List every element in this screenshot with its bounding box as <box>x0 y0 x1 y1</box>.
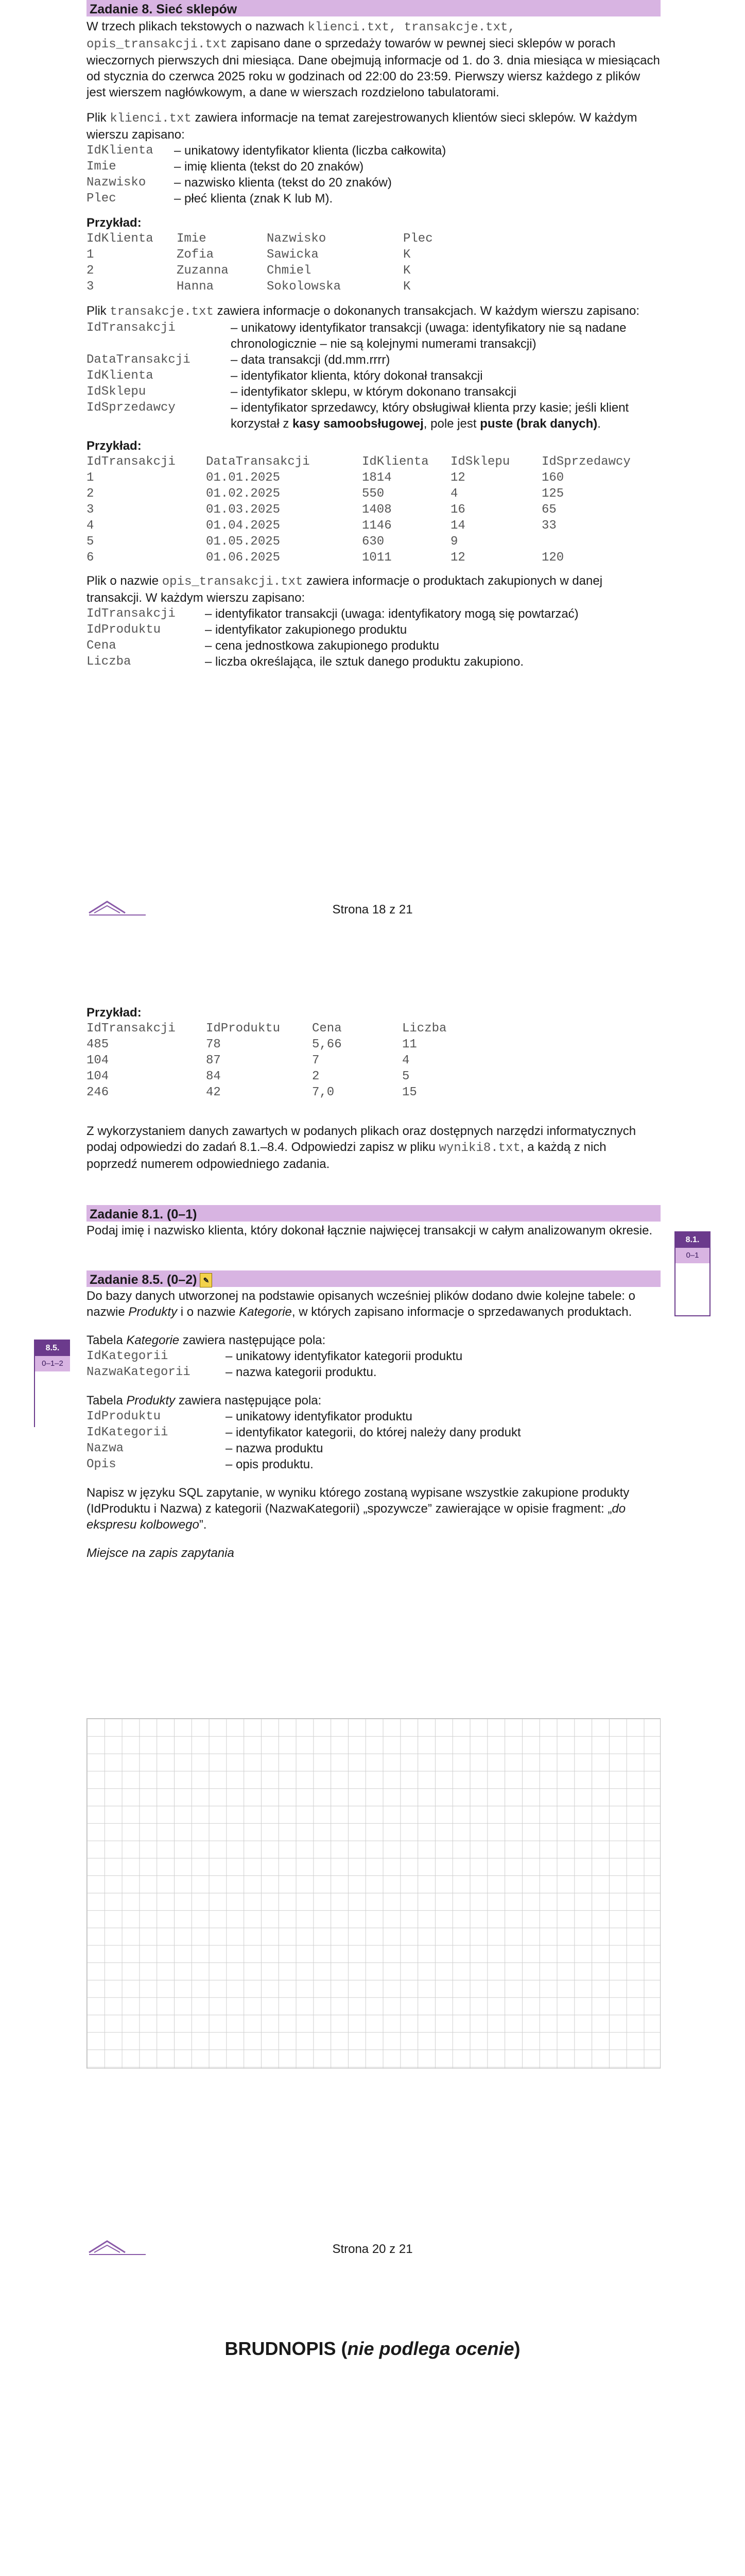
field-name: Nazwisko <box>86 176 146 190</box>
table-cell <box>542 534 660 550</box>
table-cell: IdProduktu <box>206 1022 281 1036</box>
example-label: Przykład: <box>86 216 142 230</box>
table-cell: 87 <box>206 1054 221 1067</box>
table-cell: 16 <box>451 503 465 517</box>
transakcje-fields <box>86 320 661 400</box>
field-desc: – liczba określająca, ile sztuk danego produktu zakupiono. <box>205 655 524 669</box>
table-cell: IdTransakcji <box>86 455 176 469</box>
table-cell: 12 <box>451 551 465 565</box>
page-18 <box>86 0 661 670</box>
table-cell: 12 <box>451 471 465 485</box>
field-desc: – unikatowy identyfikator klienta (liczba całkowita) <box>174 144 446 158</box>
table-row <box>86 470 660 486</box>
klienci-fields <box>86 143 661 207</box>
klienci-example-table <box>86 231 465 295</box>
table-cell: K <box>403 248 411 262</box>
table-cell: 3 <box>86 280 94 294</box>
kategorie-desc: Tabela Kategorie zawiera następujące pola: <box>86 1333 326 1347</box>
table-cell: DataTransakcji <box>206 455 310 469</box>
table-cell: 5 <box>402 1070 410 1083</box>
table-cell: Zofia <box>177 248 214 262</box>
table-cell: K <box>403 264 411 278</box>
table-cell: 78 <box>206 1038 221 1052</box>
field-desc: – płeć klienta (znak K lub M). <box>174 192 333 206</box>
field-name: IdKategorii <box>86 1426 168 1439</box>
field-desc: – imię klienta (tekst do 20 znaków) <box>174 160 364 174</box>
table-cell: 15 <box>402 1086 417 1099</box>
klienci-desc: Plik klienci.txt zawiera informacje na temat zarejestrowanych klientów sieci sklepów. W każdym wierszu zapisano: <box>86 111 637 142</box>
field-name: IdTransakcji <box>86 607 176 621</box>
table-cell: 5,66 <box>312 1038 342 1052</box>
table-cell: 5 <box>86 535 94 549</box>
table-cell: IdKlienta <box>86 232 153 246</box>
table-row <box>86 247 465 263</box>
table-cell: 4 <box>86 519 94 533</box>
table-cell: 9 <box>451 535 458 549</box>
field-def <box>86 352 661 368</box>
table-cell: 104 <box>86 1054 109 1067</box>
table-cell: 104 <box>86 1070 109 1083</box>
field-def <box>86 606 661 622</box>
field-desc: – identyfikator zakupionego produktu <box>205 623 407 637</box>
table-cell: IdSklepu <box>451 455 510 469</box>
table-cell: 550 <box>362 487 385 501</box>
table-cell: 01.06.2025 <box>206 551 281 565</box>
field-name: IdProduktu <box>86 1410 161 1423</box>
page-20 <box>86 1005 661 1561</box>
table-cell: 42 <box>206 1086 221 1099</box>
produkty-fields <box>86 1409 661 1472</box>
field-name: IdKlienta <box>86 144 153 158</box>
table-cell: 1011 <box>362 551 392 565</box>
table-cell: 33 <box>542 519 557 533</box>
field-def <box>86 1364 661 1380</box>
field-name: Plec <box>86 192 116 206</box>
table-row <box>86 1069 479 1084</box>
table-cell: 125 <box>542 487 564 501</box>
field-desc: – identyfikator sklepu, w którym dokonano transakcji <box>231 385 516 399</box>
table-row <box>86 454 660 470</box>
table-cell: 1408 <box>362 503 392 517</box>
table-row <box>86 534 660 550</box>
example-label-3: Przykład: <box>86 1006 142 1020</box>
table-cell: 485 <box>86 1038 109 1052</box>
table-cell: 4 <box>451 487 458 501</box>
table-cell: 1814 <box>362 471 392 485</box>
table-cell: 2 <box>86 264 94 278</box>
table-cell: 01.04.2025 <box>206 519 281 533</box>
field-def <box>86 1456 661 1472</box>
field-name: Liczba <box>86 655 131 669</box>
field-desc: – nazwa produktu <box>226 1442 323 1455</box>
table-cell: IdTransakcji <box>86 1022 176 1036</box>
field-name: Cena <box>86 639 116 653</box>
field-def <box>86 320 661 352</box>
table-cell: 14 <box>451 519 465 533</box>
pencil-icon: ✎ <box>200 1273 212 1287</box>
table-row <box>86 486 660 502</box>
field-name: Nazwa <box>86 1442 124 1455</box>
field-name: IdTransakcji <box>86 321 176 335</box>
field-name: NazwaKategorii <box>86 1365 190 1379</box>
table-row <box>86 502 660 518</box>
answer-label: Miejsce na zapis zapytania <box>86 1546 234 1560</box>
field-def <box>86 1440 661 1456</box>
table-cell: 160 <box>542 471 564 485</box>
table-cell: Hanna <box>177 280 214 294</box>
table-cell: 1 <box>86 248 94 262</box>
table-cell: 1 <box>86 471 94 485</box>
table-row <box>86 263 465 279</box>
opis-desc: Plik o nazwie opis_transakcji.txt zawiera informacje o produktach zakupionych w danej transakcji. W każdym wierszu zapisano: <box>86 574 603 605</box>
table-cell: Sokolowska <box>267 280 341 294</box>
field-desc: – cena jednostkowa zakupionego produktu <box>205 639 439 653</box>
field-desc: – data transakcji (dd.mm.rrrr) <box>231 353 390 367</box>
opis-fields <box>86 606 661 670</box>
field-def <box>86 175 661 191</box>
field-name: IdKlienta <box>86 369 153 383</box>
field-desc: – opis produktu. <box>226 1458 314 1471</box>
table-cell: 4 <box>402 1054 410 1067</box>
table-cell: 2 <box>312 1070 320 1083</box>
field-desc: – unikatowy identyfikator produktu <box>226 1410 412 1423</box>
table-cell: 120 <box>542 551 564 565</box>
page-20-footer: Strona 20 z 21 <box>332 2242 413 2256</box>
example-label-2: Przykład: <box>86 439 142 453</box>
field-name: Opis <box>86 1458 116 1471</box>
table-cell: Sawicka <box>267 248 319 262</box>
table-cell: 11 <box>402 1038 417 1052</box>
table-cell: Chmiel <box>267 264 311 278</box>
table-cell: 630 <box>362 535 385 549</box>
table-cell: 65 <box>542 503 557 517</box>
field-def <box>86 191 661 207</box>
field-desc: – unikatowy identyfikator transakcji (uwaga: identyfikatory nie są nadane chronologicznie – nie są kolejnymi numerami transakcji) <box>231 321 627 351</box>
table-row <box>86 1037 479 1053</box>
field-def <box>86 654 661 670</box>
table-cell: 01.05.2025 <box>206 535 281 549</box>
field-desc: – nazwa kategorii produktu. <box>226 1365 377 1379</box>
task-8-5-header: Zadanie 8.5. (0–2) ✎ <box>86 1270 661 1287</box>
table-row <box>86 550 660 566</box>
table-cell: Imie <box>177 232 206 246</box>
field-def <box>86 159 661 175</box>
table-cell: 01.02.2025 <box>206 487 281 501</box>
brudnopis-title: BRUDNOPIS (nie podlega ocenie) <box>224 2338 521 2359</box>
table-cell: 1146 <box>362 519 392 533</box>
transakcje-desc: Plik transakcje.txt zawiera informacje o dokonanych transakcjach. W każdym wierszu zapisano: <box>86 304 640 319</box>
field-def <box>86 1425 661 1440</box>
field-def <box>86 143 661 159</box>
field-def <box>86 622 661 638</box>
table-cell: Plec <box>403 232 433 246</box>
field-desc: – nazwisko klienta (tekst do 20 znaków) <box>174 176 392 190</box>
field-desc: – identyfikator klienta, który dokonał transakcji <box>231 369 483 383</box>
table-row <box>86 279 465 295</box>
field-def <box>86 384 661 400</box>
table-cell: 01.03.2025 <box>206 503 281 517</box>
task-8-intro: W trzech plikach tekstowych o nazwach klienci.txt, transakcje.txt, opis_transakcji.txt zapisano dane o sprzedaży towarów w pewnej sieci sklepów w porach wieczornych pierwszych dni miesiąca. Dane obejmują informacje od 1. do 3. dnia miesiąca w miesiącach od stycznia do czerwca 2025 roku w godzinach od 22:00 do 23:59. Pierwszy wiersz każdego z plików jest wierszem nagłówkowym, a dane w wierszach rozdzielono tabulatorami. <box>86 20 660 99</box>
kategorie-fields <box>86 1348 661 1380</box>
field-def <box>86 1409 661 1425</box>
answer-grid[interactable] <box>86 1718 661 2069</box>
transakcje-example-table <box>86 454 660 566</box>
table-cell: 246 <box>86 1086 109 1099</box>
table-row <box>86 1053 479 1069</box>
table-cell: Zuzanna <box>177 264 229 278</box>
table-cell: 7 <box>312 1054 320 1067</box>
table-row <box>86 231 465 247</box>
table-cell: 2 <box>86 487 94 501</box>
table-cell: 7,0 <box>312 1086 335 1099</box>
field-name: Imie <box>86 160 116 174</box>
table-cell: IdKlienta <box>362 455 429 469</box>
field-desc: – identyfikator transakcji (uwaga: identyfikatory mogą się powtarzać) <box>205 607 579 621</box>
task-8-header: Zadanie 8. Sieć sklepów <box>86 0 661 16</box>
table-cell: Liczba <box>402 1022 447 1036</box>
field-name: IdProduktu <box>86 623 161 637</box>
field-desc: – unikatowy identyfikator kategorii produktu <box>226 1349 463 1363</box>
field-idsprzedawcy: IdSprzedawcy – identyfikator sprzedawcy, który obsługiwał klienta przy kasie; jeśli klient korzystał z kasy samoobsługowej, pole jest puste (brak danych). <box>86 401 629 431</box>
field-def <box>86 1348 661 1364</box>
task-8-5-intro: Do bazy danych utworzonej na podstawie opisanych wcześniej plików dodano dwie kolejne tabele: o nazwie Produkty i o nazwie Kategorie, w których zapisano informacje o sprzedawanych produktach. <box>86 1289 635 1319</box>
field-name: DataTransakcji <box>86 353 190 367</box>
field-desc: – identyfikator kategorii, do której należy dany produkt <box>226 1426 521 1439</box>
instructions: Z wykorzystaniem danych zawartych w podanych plikach oraz dostępnych narzędzi informatycznych podaj odpowiedzi do zadań 8.1.–8.4. Odpowiedzi zapisz w pliku wyniki8.txt, a każdą z nich poprzedź numerem odpowiedniego zadania. <box>86 1124 636 1171</box>
sql-instruction: Napisz w języku SQL zapytanie, w wyniku którego zostaną wypisane wszystkie zakupione produkty (IdProduktu i Nazwa) z kategorii (NazwaKategorii) „spozywcze” zawierające w opisie fragment: „do ekspresu kolbowego”. <box>86 1486 630 1532</box>
field-name: IdSklepu <box>86 385 146 399</box>
table-cell: 6 <box>86 551 94 565</box>
table-cell: 84 <box>206 1070 221 1083</box>
table-row <box>86 1021 479 1037</box>
table-row <box>86 1084 479 1100</box>
table-cell: IdSprzedawcy <box>542 455 631 469</box>
page-18-footer: Strona 18 z 21 <box>332 903 413 917</box>
score-box-8-1: 8.1. 0–1 <box>674 1231 711 1316</box>
table-cell: Nazwisko <box>267 232 326 246</box>
table-cell: 01.01.2025 <box>206 471 281 485</box>
table-row <box>86 518 660 534</box>
table-cell: 3 <box>86 503 94 517</box>
field-def <box>86 368 661 384</box>
task-8-1-text: Podaj imię i nazwisko klienta, który dokonał łącznie najwięcej transakcji w całym analizowanym okresie. <box>86 1224 653 1238</box>
opis-example-table <box>86 1021 479 1100</box>
table-cell: K <box>403 280 411 294</box>
field-name: IdKategorii <box>86 1349 168 1363</box>
table-cell: Cena <box>312 1022 342 1036</box>
task-8-1-header: Zadanie 8.1. (0–1) <box>86 1205 661 1222</box>
field-def <box>86 638 661 654</box>
produkty-desc: Tabela Produkty zawiera następujące pola: <box>86 1394 322 1408</box>
score-box-8-5: 8.5. 0–1–2 <box>34 1340 70 1427</box>
